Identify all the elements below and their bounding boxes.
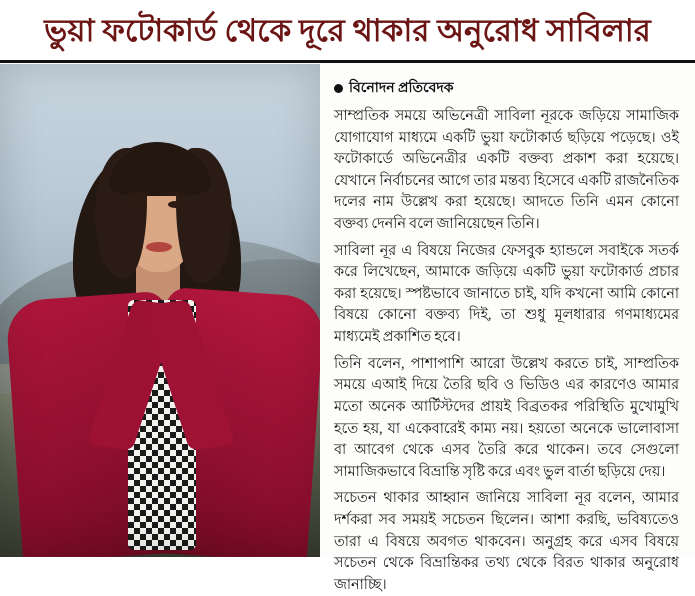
actress-portrait — [0, 64, 320, 557]
article-photo-column — [0, 64, 320, 557]
article-paragraph: তিনি বলেন, পাশাপাশি আরো উল্লেখ করতে চাই, সাম্প্রতিক সময়ে এআই দিয়ে তৈরি ছবি ও ভিডিও এর কারণেও আমার মতো অনেক আর্টিস্টদের প্রায়ই বিব্রতকর পরিস্থিতি মুখোমুখি হতে হয়, যা একেবারেই কাম্য নয়। হয়তো অনেকে ভালোবাসা বা আবেগ থেকে এসব তৈরি করে থাকেন। তবে সেগুলো সামাজিকভাবে বিভ্রান্তি সৃষ্টি করে এবং ভুল বার্তা ছড়িয়ে দেয়। — [334, 355, 679, 480]
article-content — [0, 64, 695, 593]
byline — [334, 76, 679, 100]
bullet-icon — [334, 84, 343, 93]
page-title: ভুয়া ফটোকার্ড থেকে দূরে থাকার অনুরোধ সাবিলার — [44, 13, 651, 49]
photo-vignette — [0, 64, 320, 557]
article-text-column — [320, 64, 695, 593]
byline-text: বিনোদন প্রতিবেদক — [349, 81, 454, 96]
article-body — [334, 106, 679, 596]
article-paragraph: সাবিলা নূর এ বিষয়ে নিজের ফেসবুক হ্যান্ডলে সবাইকে সতর্ক করে লিখেছেন, আমাকে জড়িয়ে একটি ভুয়া ফটোকার্ড প্রচার করা হয়েছে। স্পষ্টভাবে জানাতে চাই, যদি কখনো আমি কোনো বিষয়ে কোনো বক্তব্য দিই, তা শুধু মূলধারার গণমাধ্যমের মাধ্যমেই প্রকাশিত হবে। — [334, 242, 679, 346]
headline-band — [0, 0, 695, 63]
article-paragraph: সাম্প্রতিক সময়ে অভিনেত্রী সাবিলা নূরকে জড়িয়ে সামাজিক যোগাযোগ মাধ্যমে একটি ভুয়া ফটোকার্ড ছড়িয়ে পড়েছে। ওই ফটোকার্ডে অভিনেত্রীর একটি বক্তব্য প্রকাশ করা হয়েছে। যেখানে নির্বাচনের আগে তার মন্তব্য হিসেবে একটি রাজনৈতিক দলের নাম উল্লেখ করা হয়েছে। আদতে তিনি এমন কোনো বক্তব্য দেননি বলে জানিয়েছেন তিনি। — [334, 108, 679, 233]
headline-divider — [0, 60, 695, 62]
article-paragraph: সচেতন থাকার আহ্বান জানিয়ে সাবিলা নূর বলেন, আমার দর্শকরা সব সময়ই সচেতন ছিলেন। আশা করছি, ভবিষ্যতেও তারা এ বিষয়ে অবগত থাকবেন। অনুগ্রহ করে এসব বিষয়ে সচেতন থেকে বিভ্রান্তিকর তথ্য থেকে বিরত থাকার অনুরোধ জানাচ্ছি। — [334, 490, 679, 593]
